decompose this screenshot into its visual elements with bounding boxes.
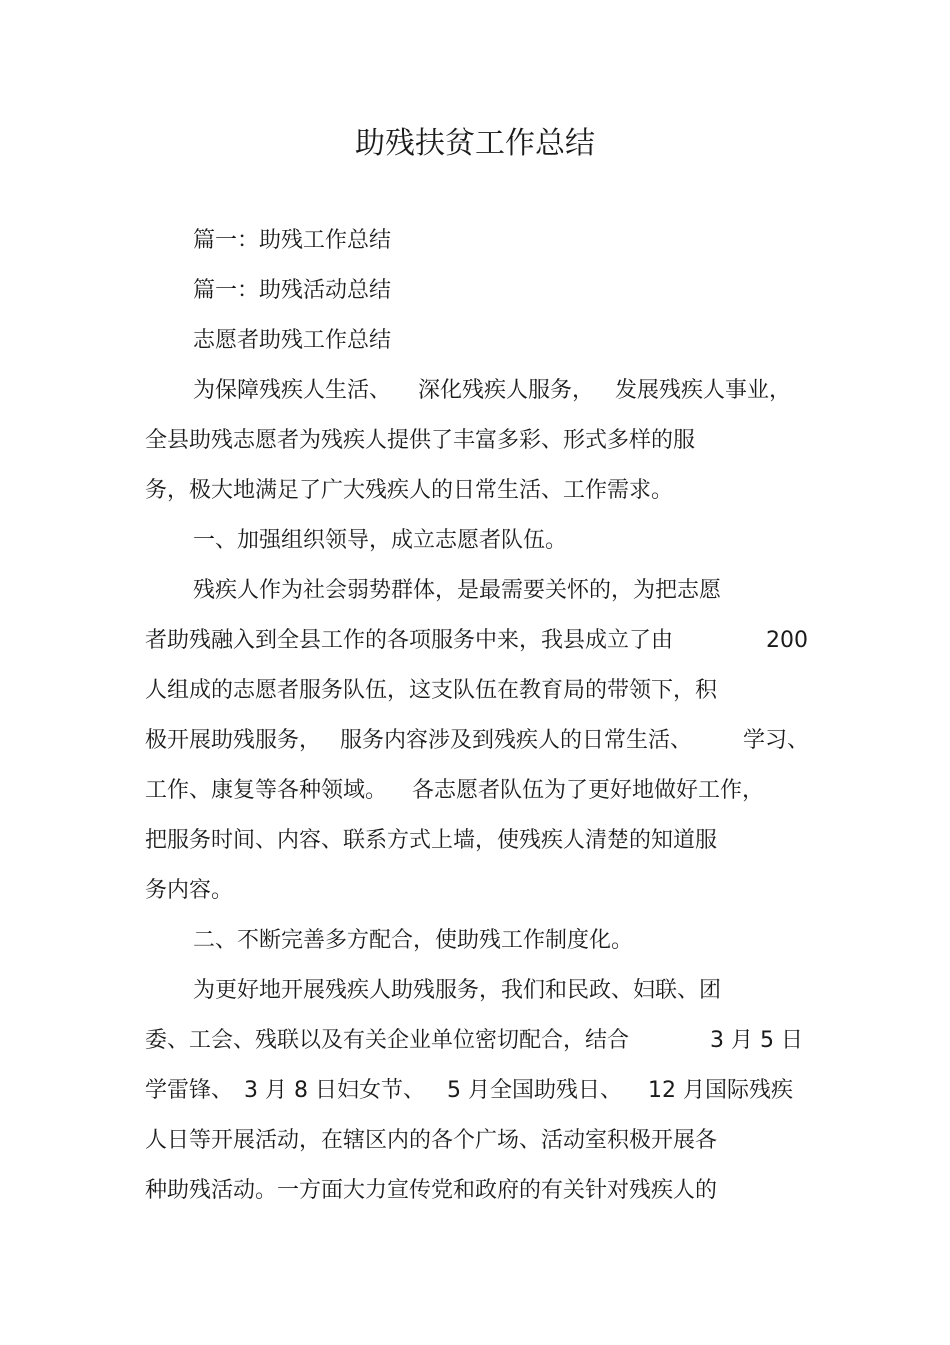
subtitle-1: 篇一：助残工作总结 (193, 228, 392, 253)
text-run: 服务内容涉及到残疾人的日常生活、 (340, 728, 693, 753)
paragraph-line (0, 376, 950, 406)
text-run: 深化残疾人服务， (418, 378, 595, 403)
paragraph-line: 为更好地开展残疾人助残服务，我们和民政、妇联、团 (193, 978, 722, 1003)
text-run: 极开展助残服务， (145, 728, 322, 753)
paragraph-line: 人日等开展活动，在辖区内的各个广场、活动室积极开展各 (145, 1128, 718, 1153)
paragraph-line (0, 626, 950, 656)
paragraph-line: 全县助残志愿者为残疾人提供了丰富多彩、形式多样的服 (145, 428, 696, 453)
text-run: 3 月 8 日妇女节、 (244, 1078, 425, 1103)
paragraph-line: 务，极大地满足了广大残疾人的日常生活、工作需求。 (145, 478, 674, 503)
text-run: 工作、康复等各种领域。 (145, 778, 388, 803)
text-run: 为保障残疾人生活、 (193, 378, 392, 403)
text-run: 者助残融入到全县工作的各项服务中来，我县成立了由 (145, 628, 674, 653)
paragraph-line (0, 726, 950, 756)
section-heading-2: 二、不断完善多方配合，使助残工作制度化。 (193, 928, 634, 953)
subtitle-3: 志愿者助残工作总结 (193, 328, 392, 353)
document-title: 助残扶贫工作总结 (355, 126, 595, 161)
paragraph-line: 把服务时间、内容、联系方式上墙，使残疾人清楚的知道服 (145, 828, 718, 853)
text-run: 3 月 5 日 (710, 1028, 803, 1053)
paragraph-line (0, 1076, 950, 1106)
section-heading-1: 一、加强组织领导，成立志愿者队伍。 (193, 528, 568, 553)
text-run: 学雷锋、 (145, 1078, 234, 1103)
paragraph-line: 人组成的志愿者服务队伍，这支队伍在教育局的带领下，积 (145, 678, 718, 703)
paragraph-line (0, 776, 950, 806)
paragraph-line: 残疾人作为社会弱势群体，是最需要关怀的，为把志愿 (193, 578, 722, 603)
text-run: 5 月全国助残日、 (447, 1078, 622, 1103)
text-run: 200 (766, 628, 808, 653)
paragraph-line: 务内容。 (145, 878, 234, 903)
text-run: 发展残疾人事业， (615, 378, 792, 403)
subtitle-2: 篇一：助残活动总结 (193, 278, 392, 303)
paragraph-line: 种助残活动。一方面大力宣传党和政府的有关针对残疾人的 (145, 1178, 718, 1203)
text-run: 学习、 (743, 728, 810, 753)
text-run: 12 月国际残疾 (648, 1078, 793, 1103)
text-run: 各志愿者队伍为了更好地做好工作， (412, 778, 765, 803)
text-run: 委、工会、残联以及有关企业单位密切配合，结合 (145, 1028, 630, 1053)
paragraph-line (0, 1026, 950, 1056)
